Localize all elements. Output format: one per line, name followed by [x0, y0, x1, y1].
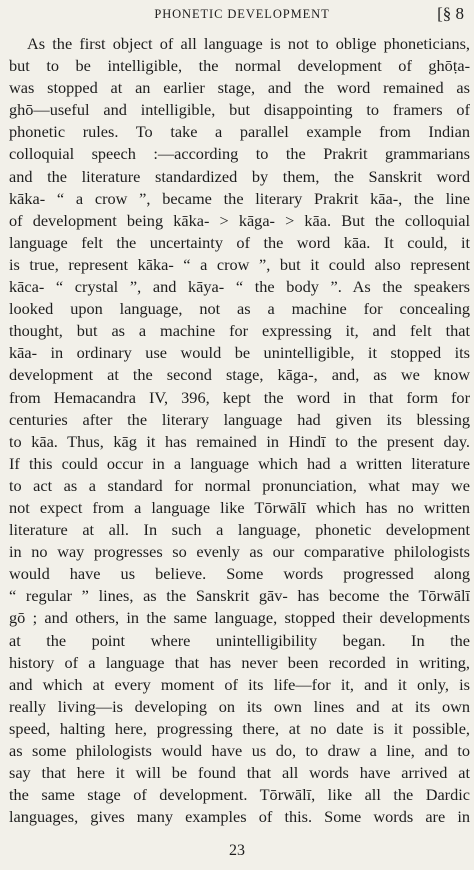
text-line: as some philologists would have us do, to draw a line, and to: [9, 741, 470, 760]
text-line: and which at every moment of its life—for it, and it only, is: [9, 674, 470, 694]
text-line: speed, halting here, progressing there, at no date is it possible,: [9, 718, 470, 738]
text-line: to act as a standard for normal pronunciation, what may we: [9, 475, 470, 495]
text-line: gō ; and others, in the same language, stopped their developments: [9, 608, 470, 628]
text-line: kāca- “ crystal ”, and kāya- “ the body ”. As the speakers: [9, 277, 470, 297]
text-line: is true, represent kāka- “ a crow ”, but it could also represent: [9, 254, 470, 274]
text-line: kāka- “ a crow ”, became the literary Prakrit kāa-, the line: [9, 188, 470, 208]
section-marker: [§ 8: [437, 4, 464, 23]
text-line: history of a language that has never been recorded in writing,: [9, 652, 470, 672]
running-head-title: PHONETIC DEVELOPMENT: [154, 7, 330, 21]
text-line: but to be intelligible, the normal development of ghōṭa-: [9, 56, 470, 76]
text-line: would have us believe. Some words progressed along: [9, 564, 470, 584]
text-line: As the first object of all language is not to oblige phoneticians,: [27, 34, 470, 53]
running-head: [0, 4, 474, 26]
text-line: language felt the uncertainty of the word kāa. It could, it: [9, 232, 470, 252]
text-line: in no way progresses so evenly as our comparative philologists: [9, 542, 470, 562]
text-line: kāa- in ordinary use would be unintelligible, it stopped its: [9, 343, 470, 363]
text-line: from Hemacandra IV, 396, kept the word in that form for: [9, 387, 470, 407]
body-text: [9, 33, 470, 828]
text-line: not expect from a language like Tōrwālī which has no written: [9, 497, 470, 517]
text-line: say that here it will be found that all words have arrived at: [9, 763, 470, 783]
text-line: to kāa. Thus, kāg it has remained in Hindī to the present day.: [9, 431, 470, 451]
text-line: colloquial speech :—according to the Prakrit grammarians: [9, 144, 470, 164]
text-line: and the literature standardized by them, the Sanskrit word: [9, 166, 470, 186]
text-line: development at the second stage, kāga-, and, as we know: [9, 365, 470, 385]
text-line: of development being kāka- > kāga- > kāa. But the colloquial: [9, 210, 470, 230]
text-line: looked upon language, not as a machine for concealing: [9, 299, 470, 319]
text-line: ghō—useful and intelligible, but disappointing to framers of: [9, 100, 470, 120]
page-number: 23: [229, 842, 245, 859]
text-line: was stopped at an earlier stage, and the word remained as: [9, 78, 470, 98]
text-line: “ regular ” lines, as the Sanskrit gāv- has become the Tōrwālī: [9, 586, 470, 606]
text-line: centuries after the literary language had given its blessing: [9, 409, 470, 429]
text-line: If this could occur in a language which had a written literature: [9, 453, 470, 473]
text-line: at the point where unintelligibility began. In the: [9, 630, 470, 650]
text-line: literature at all. In such a language, phonetic development: [9, 520, 470, 540]
text-line: languages, gives many examples of this. Some words are in: [9, 807, 470, 827]
text-line: phonetic rules. To take a parallel example from Indian: [9, 122, 470, 142]
text-line: really living—is developing on its own lines and at its own: [9, 696, 470, 716]
text-line: the same stage of development. Tōrwālī, like all the Dardic: [9, 785, 470, 805]
text-line: thought, but as a machine for expressing it, and felt that: [9, 321, 470, 341]
